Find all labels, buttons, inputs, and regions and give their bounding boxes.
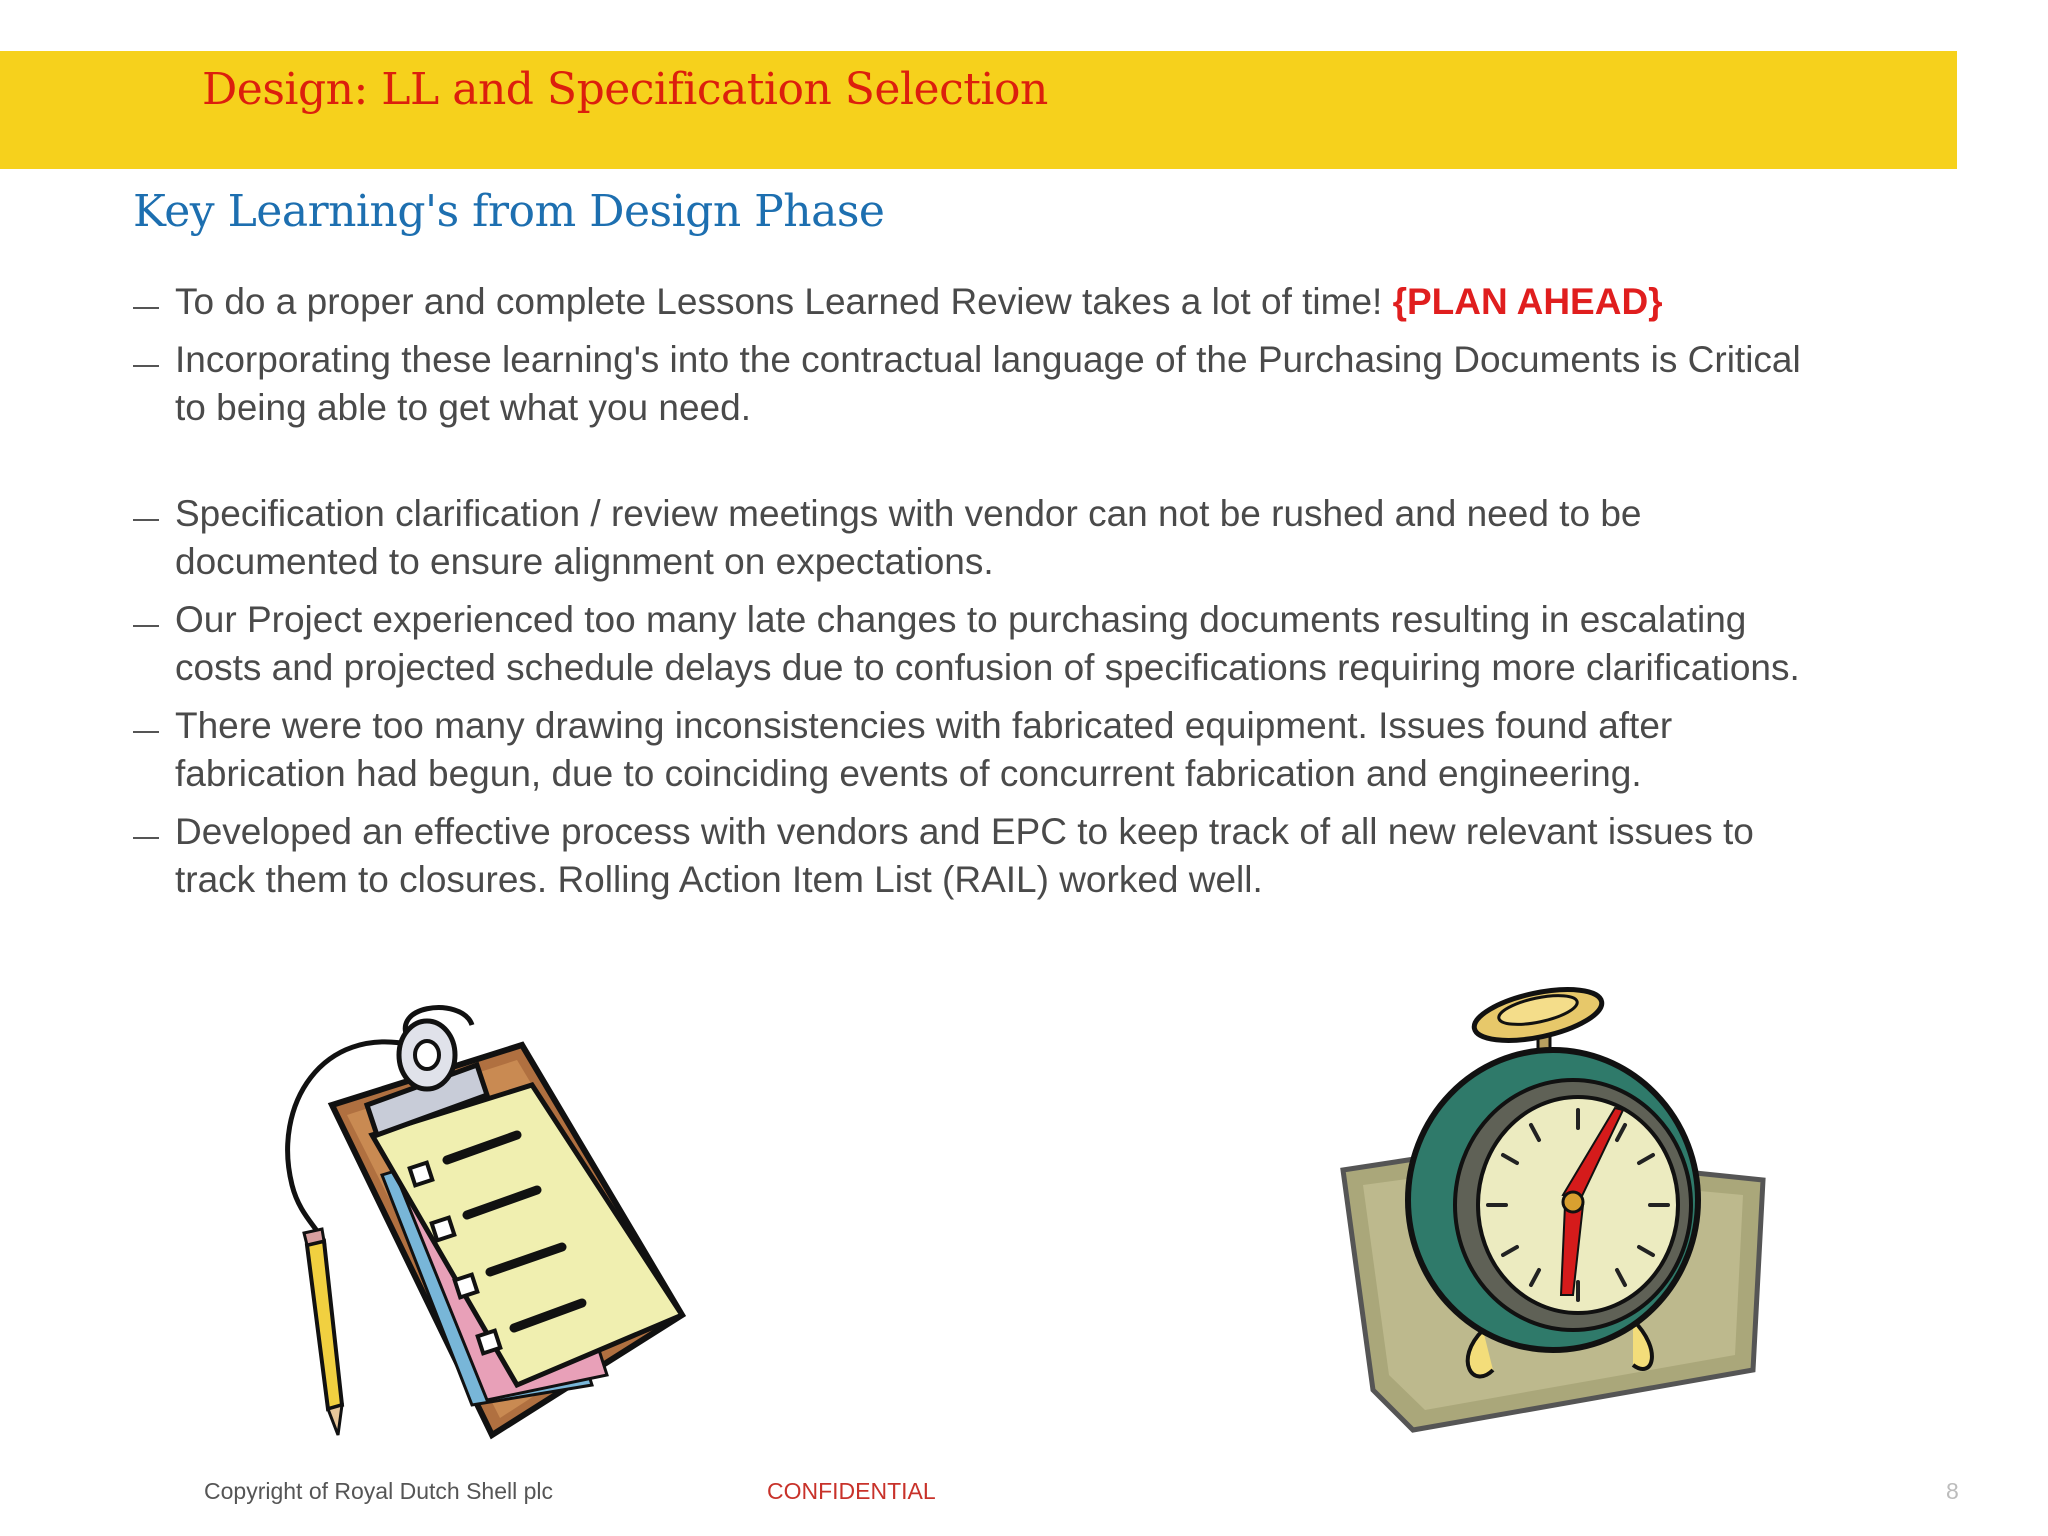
bullet-item xyxy=(133,808,1833,904)
dash-bullet-icon xyxy=(133,837,159,839)
bullet-text: To do a proper and complete Lessons Learned Review takes a lot of time! xyxy=(175,281,1383,322)
bullet-item xyxy=(133,702,1833,798)
plan-ahead-highlight: {PLAN AHEAD} xyxy=(1392,281,1663,322)
bullet-text: Our Project experienced too many late changes to purchasing documents resulting in escalating costs and projected schedule delays due to confusion of specifications requiring more clarifications. xyxy=(175,599,1800,688)
bullet-list xyxy=(133,278,1833,914)
bullet-item xyxy=(133,596,1833,692)
dash-bullet-icon xyxy=(133,365,159,367)
section-subtitle: Key Learning's from Design Phase xyxy=(133,186,885,237)
dash-bullet-icon xyxy=(133,519,159,521)
bullet-item xyxy=(133,278,1833,326)
dash-bullet-icon xyxy=(133,625,159,627)
dash-bullet-icon xyxy=(133,731,159,733)
bullet-text: There were too many drawing inconsistencies with fabricated equipment. Issues found after fabrication had begun, due to coinciding events of concurrent fabrication and engineering. xyxy=(175,705,1673,794)
bullet-text: Incorporating these learning's into the contractual language of the Purchasing Documents is Critical to being able to get what you need. xyxy=(175,339,1801,428)
bullet-text: Specification clarification / review meetings with vendor can not be rushed and need to be documented to ensure alignment on expectations. xyxy=(175,493,1642,582)
footer-confidential: CONFIDENTIAL xyxy=(767,1478,936,1504)
bullet-item xyxy=(133,336,1833,432)
dash-bullet-icon xyxy=(133,307,159,309)
footer-copyright: Copyright of Royal Dutch Shell plc xyxy=(204,1478,553,1504)
bullet-text: Developed an effective process with vendors and EPC to keep track of all new relevant issues to track them to closures. Rolling Action Item List (RAIL) worked well. xyxy=(175,811,1754,900)
bullet-item xyxy=(133,490,1833,586)
clipboard-checklist-icon xyxy=(262,985,702,1445)
page-number: 8 xyxy=(1946,1478,1959,1504)
slide-title: Design: LL and Specification Selection xyxy=(202,64,1048,115)
alarm-clock-icon xyxy=(1333,970,1773,1435)
